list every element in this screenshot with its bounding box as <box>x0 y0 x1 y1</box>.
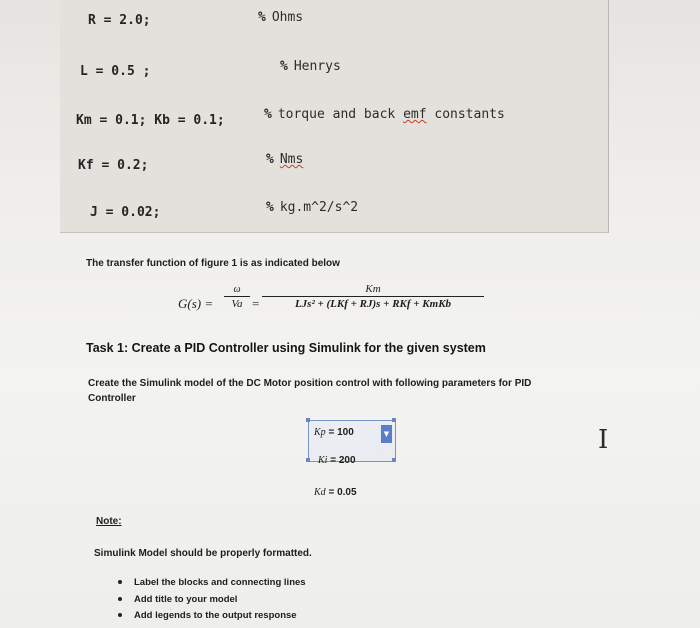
comment-torque-constants <box>264 107 505 122</box>
comment-text: kg.m^2/s^2 <box>279 200 359 215</box>
pid-kp <box>314 427 354 438</box>
comment-text-misspelled: emf <box>403 107 427 122</box>
task-heading: Task 1: Create a PID Controller using Simulink for the given system <box>86 341 486 355</box>
comment-marker: % <box>266 152 274 167</box>
kd-value: = 0.05 <box>328 487 357 498</box>
list-item-text: Add legends to the output response <box>134 610 297 621</box>
kp-value: = 100 <box>328 427 354 438</box>
list-item <box>118 577 306 588</box>
transfer-function-equation <box>178 278 498 328</box>
comment-text: torque and back <box>277 107 404 122</box>
formula-frac1-numerator: ω <box>233 284 241 295</box>
code-line-j: J = 0.02; <box>90 205 161 220</box>
fraction-bar <box>262 296 484 297</box>
formula-lhs: G(s) = <box>178 296 214 311</box>
text-cursor-icon: I <box>598 425 609 455</box>
selection-handle[interactable] <box>306 458 310 462</box>
selection-handle[interactable] <box>306 418 310 422</box>
list-item <box>118 610 297 621</box>
formula-frac1-denominator: Va <box>231 298 243 310</box>
bullet-icon <box>118 597 122 601</box>
task-description-line2: Controller <box>88 393 136 404</box>
bullet-icon <box>118 613 122 617</box>
comment-marker: % <box>264 107 272 122</box>
ki-symbol: Ki <box>318 455 328 466</box>
comment-marker: % <box>280 59 288 74</box>
list-item-text: Add title to your model <box>134 594 238 605</box>
selection-handle[interactable] <box>392 458 396 462</box>
formula-frac2-denominator: LJs² + (LKf + RJ)s + RKf + KmKb <box>294 298 452 310</box>
code-line-r: R = 2.0; <box>88 13 151 28</box>
bullet-icon <box>118 580 122 584</box>
comment-ohms <box>258 10 303 25</box>
code-line-kf: Kf = 0.2; <box>78 158 149 173</box>
comment-text: Ohms <box>271 10 304 25</box>
kp-symbol: Kp <box>314 427 326 438</box>
pid-ki <box>318 455 356 466</box>
formula-frac2-numerator: Km <box>365 283 381 295</box>
code-line-km-kb: Km = 0.1; Kb = 0.1; <box>76 113 225 128</box>
comment-text: constants <box>426 107 505 122</box>
comment-units <box>266 200 358 215</box>
list-item <box>118 594 237 605</box>
chevron-down-icon[interactable]: ▼ <box>381 425 392 443</box>
comment-marker: % <box>266 200 274 215</box>
code-line-l: L = 0.5 ; <box>80 64 151 79</box>
fraction-bar <box>224 296 250 297</box>
selection-handle[interactable] <box>392 418 396 422</box>
comment-henrys <box>280 59 341 74</box>
pid-kd <box>314 487 357 498</box>
comment-nms <box>266 152 303 167</box>
transfer-function-intro: The transfer function of figure 1 is as indicated below <box>86 258 340 269</box>
list-item-text: Label the blocks and connecting lines <box>134 577 306 588</box>
formula-equals: = <box>252 296 260 311</box>
note-text: Simulink Model should be properly formatted. <box>94 548 312 559</box>
comment-marker: % <box>258 10 266 25</box>
task-description-line1: Create the Simulink model of the DC Motor position control with following parameters for PID <box>88 378 532 389</box>
comment-text: Nms <box>279 152 304 167</box>
formula-fraction-1 <box>224 284 250 310</box>
formula-fraction-2 <box>262 283 484 310</box>
ki-value: = 200 <box>330 455 356 466</box>
note-heading: Note: <box>96 516 122 527</box>
comment-text: Henrys <box>293 59 341 74</box>
kd-symbol: Kd <box>314 487 326 498</box>
